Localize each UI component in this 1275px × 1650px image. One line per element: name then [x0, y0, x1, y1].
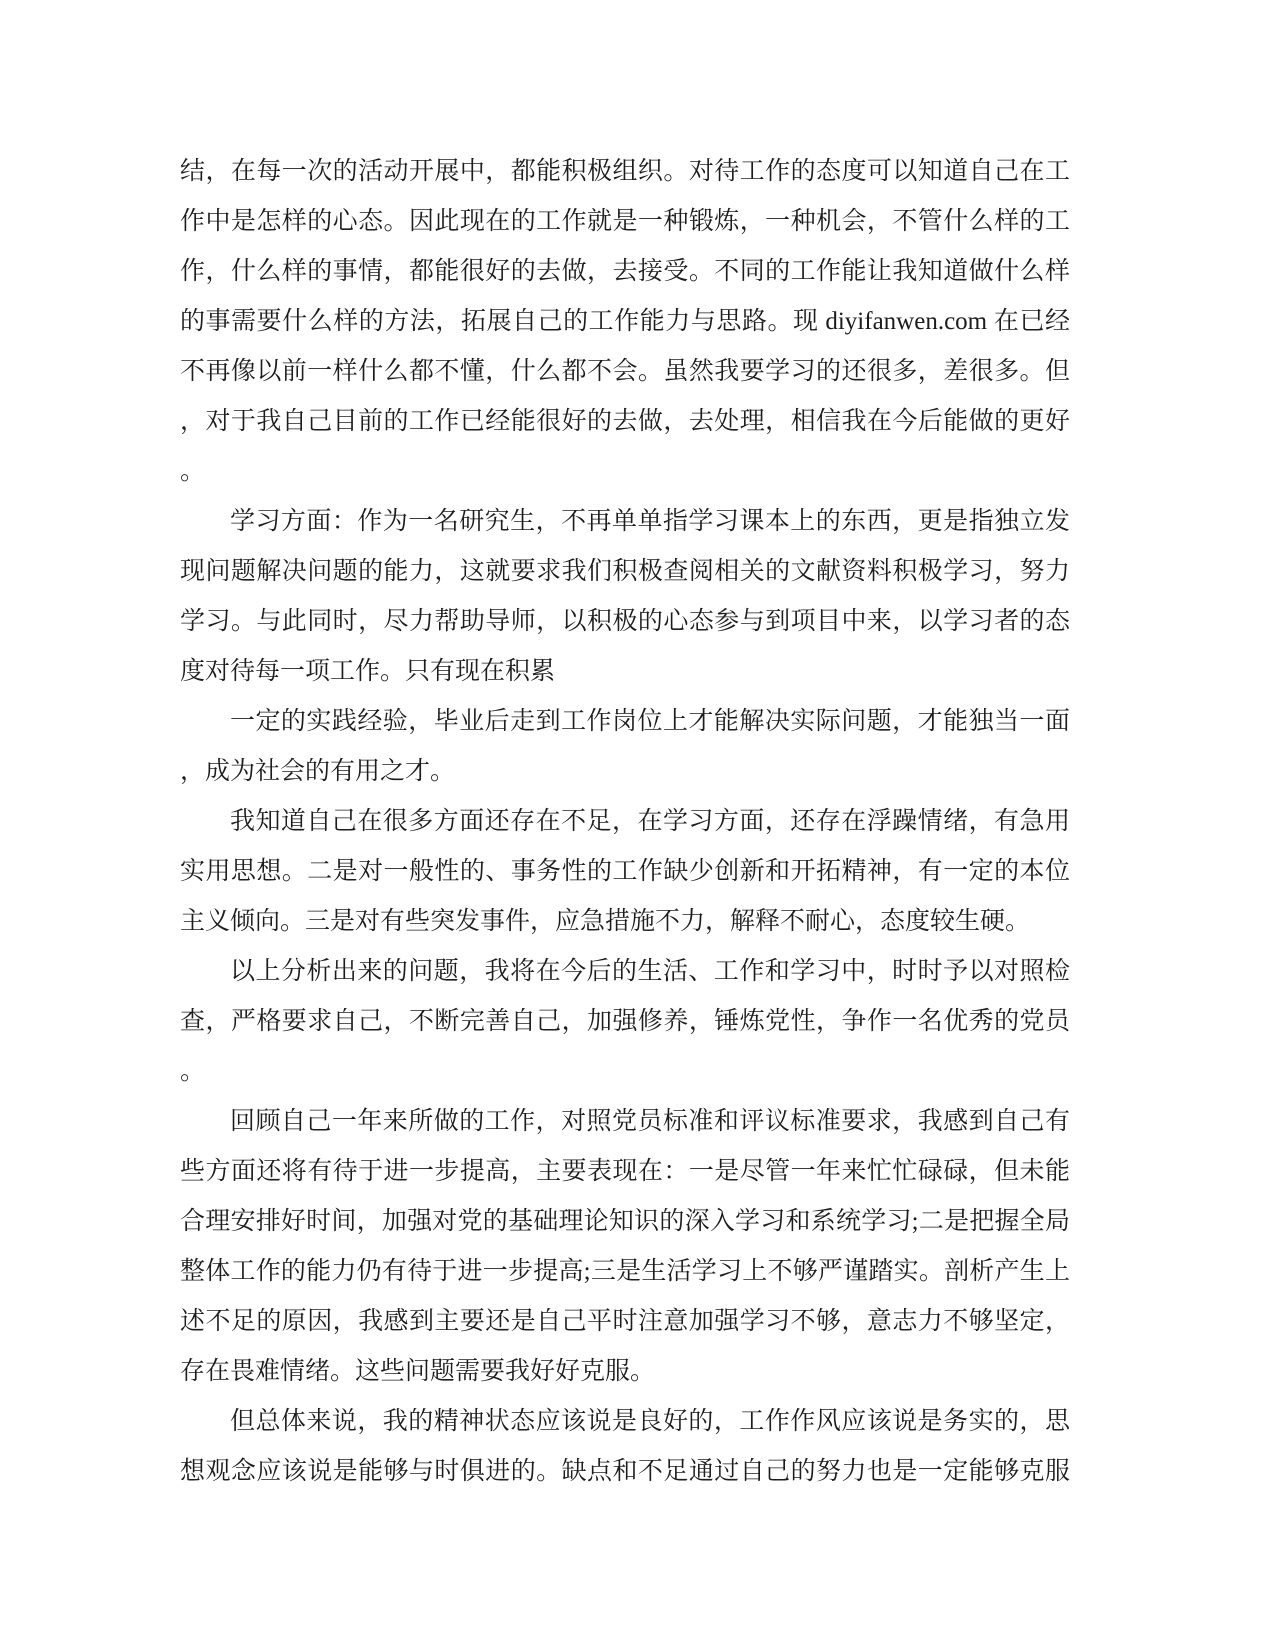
text-line: 主义倾向。三是对有些突发事件，应急措施不力，解释不耐心，态度较生硬。 [180, 908, 1031, 935]
document-text-block [180, 147, 1070, 1497]
text-line: 学习方面：作为一名研究生，不再单单指学习课本上的东西，更是指独立发 [230, 508, 1070, 535]
text-line: 查，严格要求自己，不断完善自己，加强修养，锤炼党性，争作一名优秀的党员 [180, 1008, 1070, 1035]
text-line: 结，在每一次的活动开展中，都能积极组织。对待工作的态度可以知道自己在工 [180, 158, 1070, 185]
text-line: 学习。与此同时，尽力帮助导师，以积极的心态参与到项目中来，以学习者的态 [180, 608, 1070, 635]
text-line: 不再像以前一样什么都不懂，什么都不会。虽然我要学习的还很多，差很多。但 [180, 358, 1070, 385]
text-line: 但总体来说，我的精神状态应该说是良好的，工作作风应该说是务实的，思 [230, 1408, 1070, 1435]
text-line: 整体工作的能力仍有待于进一步提高;三是生活学习上不够严谨踏实。剖析产生上 [180, 1258, 1070, 1285]
text-line: 的事需要什么样的方法，拓展自己的工作能力与思路。现 diyifanwen.com 在已经 [180, 308, 1070, 335]
text-line: 回顾自己一年来所做的工作，对照党员标准和评议标准要求，我感到自己有 [230, 1108, 1070, 1135]
text-line: 想观念应该说是能够与时俱进的。缺点和不足通过自己的努力也是一定能够克服 [180, 1458, 1070, 1485]
text-line: 度对待每一项工作。只有现在积累 [180, 658, 556, 685]
text-line: 存在畏难情绪。这些问题需要我好好克服。 [180, 1358, 656, 1385]
text-line: 现问题解决问题的能力，这就要求我们积极查阅相关的文献资料积极学习，努力 [180, 558, 1070, 585]
text-line: 合理安排好时间，加强对党的基础理论知识的深入学习和系统学习;二是把握全局 [180, 1208, 1070, 1235]
text-line: 实用思想。二是对一般性的、事务性的工作缺少创新和开拓精神，有一定的本位 [180, 858, 1070, 885]
text-line: 。 [180, 458, 206, 485]
text-line: 以上分析出来的问题，我将在今后的生活、工作和学习中，时时予以对照检 [230, 958, 1070, 985]
text-line: 些方面还将有待于进一步提高，主要表现在：一是尽管一年来忙忙碌碌，但未能 [180, 1158, 1070, 1185]
text-line: 作，什么样的事情，都能很好的去做，去接受。不同的工作能让我知道做什么样 [180, 258, 1070, 285]
text-line: 述不足的原因，我感到主要还是自己平时注意加强学习不够，意志力不够坚定， [180, 1308, 1070, 1335]
text-line: 作中是怎样的心态。因此现在的工作就是一种锻炼，一种机会，不管什么样的工 [180, 208, 1070, 235]
text-line: 我知道自己在很多方面还存在不足，在学习方面，还存在浮躁情绪，有急用 [230, 808, 1070, 835]
text-line: 一定的实践经验，毕业后走到工作岗位上才能解决实际问题，才能独当一面 [230, 708, 1070, 735]
text-line: ，对于我自己目前的工作已经能很好的去做，去处理，相信我在今后能做的更好 [180, 408, 1070, 435]
text-line: 。 [180, 1058, 206, 1085]
text-line: ，成为社会的有用之才。 [180, 758, 456, 785]
